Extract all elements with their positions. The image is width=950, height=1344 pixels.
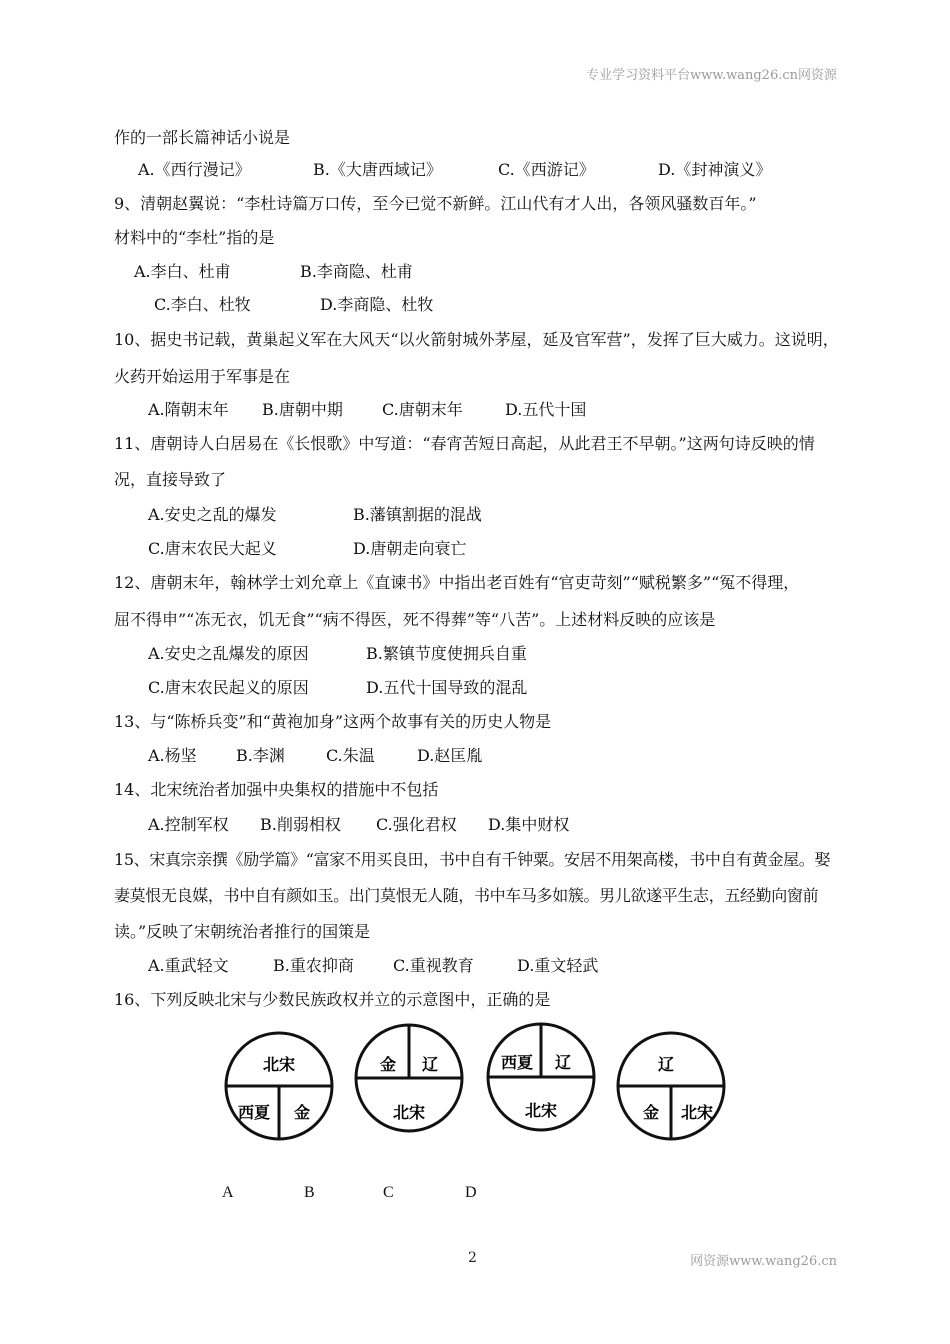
page-number: 2 [468, 1250, 477, 1266]
q12-text: 12、唐朝末年，翰林学士刘允章上《直谏书》中指出老百姓有“官吏苛刻”“赋税繁多”“冤不得理， [114, 573, 800, 592]
q8-option-a: A.《西行漫记》 [138, 160, 251, 179]
q9-text-2: 材料中的“李杜”指的是 [114, 228, 275, 247]
q8-option-c: C.《西游记》 [498, 160, 595, 179]
diagram-a-label-2: 西夏 [237, 1103, 271, 1122]
diagram-d-label-1: 辽 [657, 1055, 675, 1074]
q10-option-a: A.隋朝末年 [148, 400, 229, 419]
q13-option-c: C.朱温 [326, 746, 375, 765]
q9-option-a: A.李白、杜甫 [134, 262, 231, 281]
diagram-d-label-3: 北宋 [680, 1103, 714, 1122]
diagram-c [488, 1024, 594, 1130]
q8-text-tail: 作的一部长篇神话小说是 [114, 128, 291, 147]
q14-option-d: D.集中财权 [488, 815, 570, 834]
diagram-d [618, 1033, 724, 1139]
q15-text: 15、宋真宗亲撰《励学篇》“富家不用买良田，书中自有千钟粟。安居不用架高楼，书中自有黄金屋。娶 [114, 850, 831, 869]
diagram-d-label-2: 金 [642, 1103, 660, 1122]
diagram-b-label-3: 北宋 [392, 1103, 426, 1122]
q12-text-2: 屈不得申”“冻无衣，饥无食”“病不得医，死不得葬”等“八苦”。上述材料反映的应该是 [114, 610, 716, 629]
diagram-a-label-3: 金 [293, 1103, 311, 1122]
q10-option-c: C.唐朝末年 [382, 400, 463, 419]
q14-option-b: B.削弱相权 [260, 815, 341, 834]
q11-text-2: 况，直接导致了 [114, 470, 227, 489]
q16-text: 16、下列反映北宋与少数民族政权并立的示意图中，正确的是 [114, 990, 551, 1009]
q12-option-d: D.五代十国导致的混乱 [366, 678, 528, 697]
diagram-a-label-1: 北宋 [262, 1055, 296, 1074]
page-footer: 网资源www.wang26.cn [690, 1254, 837, 1269]
q12-option-a: A.安史之乱爆发的原因 [148, 644, 309, 663]
q10-option-b: B.唐朝中期 [262, 400, 343, 419]
q9-option-d: D.李商隐、杜牧 [320, 295, 434, 314]
diagram-b [356, 1025, 462, 1131]
q8-option-d: D.《封神演义》 [658, 160, 772, 179]
q13-option-b: B.李渊 [236, 746, 285, 765]
q15-option-d: D.重文轻武 [517, 956, 599, 975]
diagram-caption-c: C [383, 1184, 394, 1201]
q8-option-b: B.《大唐西域记》 [313, 160, 442, 179]
q14-option-a: A.控制军权 [148, 815, 229, 834]
q11-option-c: C.唐末农民大起义 [148, 539, 277, 558]
q10-text-2: 火药开始运用于军事是在 [114, 367, 291, 386]
q11-text: 11、唐朝诗人白居易在《长恨歌》中写道：“春宵苦短日高起，从此君王不早朝。”这两句诗反映的情 [114, 434, 815, 453]
q13-text: 13、与“陈桥兵变”和“黄袍加身”这两个故事有关的历史人物是 [114, 712, 552, 731]
q15-text-3: 读。”反映了宋朝统治者推行的国策是 [114, 922, 371, 941]
q10-option-d: D.五代十国 [505, 400, 587, 419]
q12-option-c: C.唐末农民起义的原因 [148, 678, 309, 697]
diagram-c-label-2: 辽 [554, 1053, 572, 1072]
diagram-a [226, 1033, 332, 1139]
q9-option-c: C.李白、杜牧 [154, 295, 251, 314]
q11-option-d: D.唐朝走向衰亡 [353, 539, 467, 558]
diagram-c-label-1: 西夏 [500, 1053, 534, 1072]
q9-option-b: B.李商隐、杜甫 [300, 262, 413, 281]
page-header: 专业学习资料平台www.wang26.cn网资源 [586, 68, 837, 83]
q15-option-a: A.重武轻文 [148, 956, 229, 975]
diagram-b-label-1: 金 [379, 1055, 397, 1074]
diagram-caption-d: D [465, 1184, 477, 1201]
diagram-caption-b: B [304, 1184, 315, 1201]
q15-option-c: C.重视教育 [393, 956, 474, 975]
diagram-caption-a: A [222, 1184, 234, 1201]
q14-option-c: C.强化君权 [376, 815, 457, 834]
q13-option-a: A.杨坚 [148, 746, 197, 765]
q15-text-2: 妻莫恨无良媒，书中自有颜如玉。出门莫恨无人随，书中车马多如簇。男儿欲遂平生志，五经勤向窗前 [114, 886, 819, 905]
q11-option-b: B.藩镇割据的混战 [353, 505, 482, 524]
q13-option-d: D.赵匡胤 [417, 746, 483, 765]
q15-option-b: B.重农抑商 [273, 956, 354, 975]
diagram-b-label-2: 辽 [421, 1055, 439, 1074]
q10-text: 10、据史书记载，黄巢起义军在大风天“以火箭射城外茅屋，延及官军营”，发挥了巨大威力。这说明， [114, 330, 839, 349]
q14-text: 14、北宋统治者加强中央集权的措施中不包括 [114, 780, 439, 799]
q12-option-b: B.繁镇节度使拥兵自重 [366, 644, 527, 663]
q11-option-a: A.安史之乱的爆发 [148, 505, 277, 524]
diagram-c-label-3: 北宋 [524, 1101, 558, 1120]
q9-text: 9、清朝赵翼说：“李杜诗篇万口传，至今已觉不新鲜。江山代有才人出，各领风骚数百年。” [114, 194, 757, 213]
